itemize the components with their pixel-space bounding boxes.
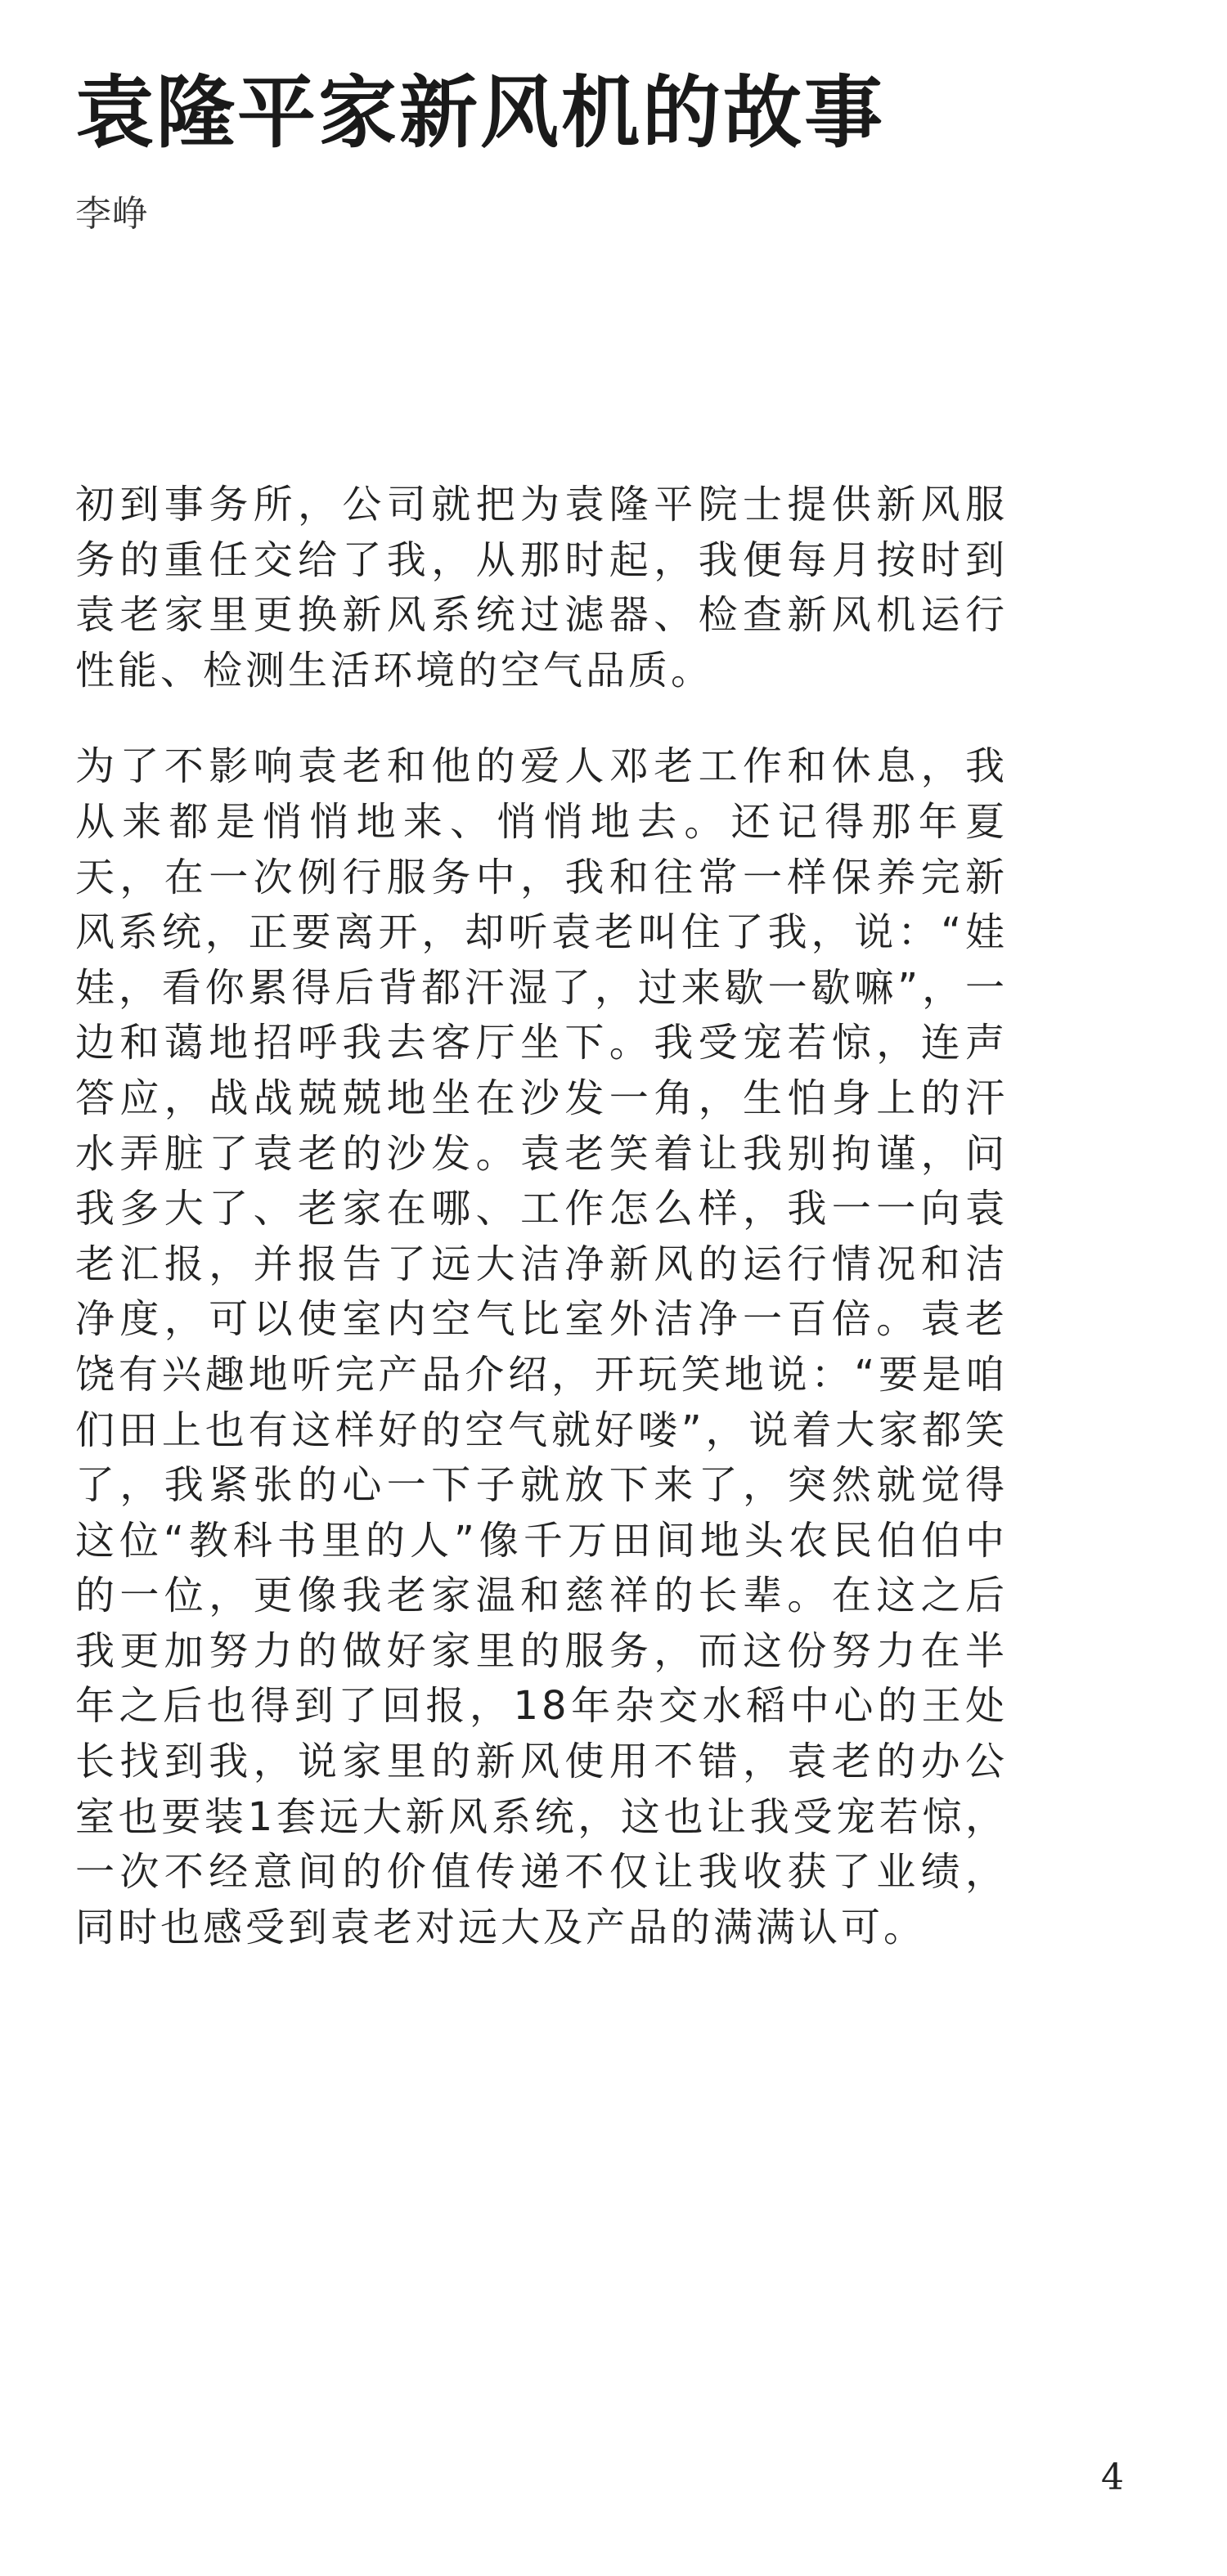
article-body <box>75 478 1008 1996</box>
article-author: 李峥 <box>75 193 149 235</box>
article-title: 袁隆平家新风机的故事 <box>75 67 885 159</box>
page-number: 4 <box>1101 2457 1124 2498</box>
paragraph-1: 初到事务所，公司就把为袁隆平院士提供新风服务的重任交给了我，从那时起，我便每月按时到袁老家里更换新风系统过滤器、检查新风机运行性能、检测生活环境的空气品质。 <box>75 482 1008 693</box>
paragraph-2: 为了不影响袁老和他的爱人邓老工作和休息，我从来都是悄悄地来、悄悄地去。还记得那年夏天，在一次例行服务中，我和往常一样保养完新风系统，正要离开，却听袁老叫住了我，说：“娃娃，看你累得后背都汗湿了，过来歇一歇嘛”，一边和蔼地招呼我去客厅坐下。我受宠若惊，连声答应，战战兢兢地坐在沙发一角，生怕身上的汗水弄脏了袁老的沙发。袁老笑着让我别拘谨，问我多大了、老家在哪、工作怎么样，我一一向袁老汇报，并报告了远大洁净新风的运行情况和洁净度，可以使室内空气比室外洁净一百倍。袁老饶有兴趣地听完产品介绍，开玩笑地说：“要是咱们田上也有这样好的空气就好喽”，说着大家都笑了，我紧张的心一下子就放下来了，突然就觉得这位“教科书里的人”像千万田间地头农民伯伯中的一位，更像我老家温和慈祥的长辈。在这之后我更加努力的做好家里的服务，而这份努力在半年之后也得到了回报，18年杂交水稻中心的王处长找到我，说家里的新风使用不错，袁老的办公室也要装1套远大新风系统，这也让我受宠若惊，一次不经意间的价值传递不仅让我收获了业绩，同时也感受到袁老对远大及产品的满满认可。 <box>75 743 1008 1950</box>
